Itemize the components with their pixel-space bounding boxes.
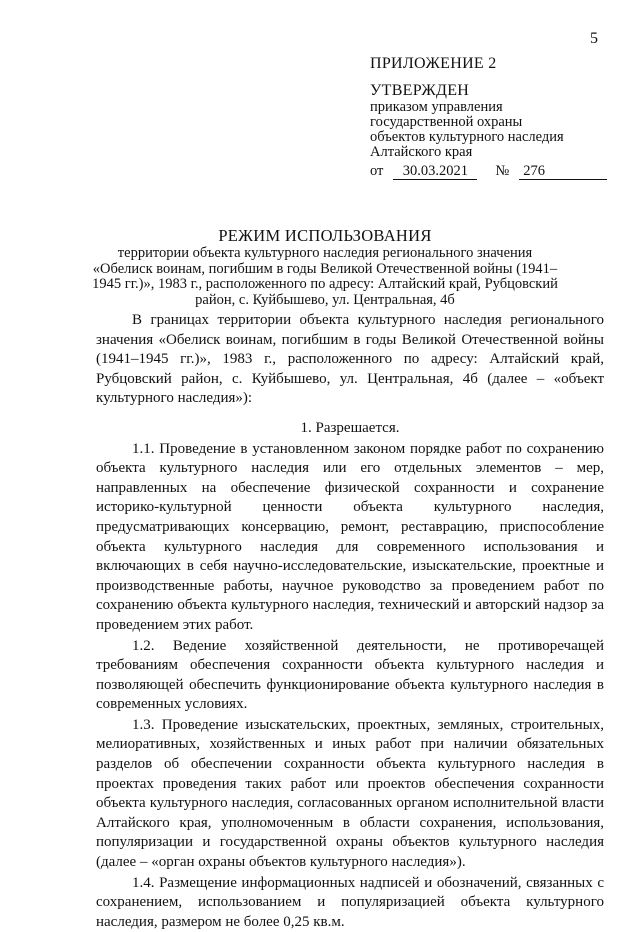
document-title-block	[90, 226, 560, 308]
approval-stamp-block	[370, 56, 610, 180]
order-date: 30.03.2021	[393, 164, 477, 180]
appendix-label: ПРИЛОЖЕНИЕ 2	[370, 55, 497, 72]
approval-line-3: объектов культурного наследия	[370, 129, 564, 145]
approval-line-2: государственной охраны	[370, 114, 523, 130]
order-number: 276	[519, 164, 607, 180]
order-date-number	[370, 164, 610, 180]
document-heading: РЕЖИМ ИСПОЛЬЗОВАНИЯ	[218, 226, 432, 245]
date-prefix: от	[370, 163, 384, 179]
clause-1-1: 1.1. Проведение в установленном законом порядке работ по сохранению объекта культурного наследия или его отдельных элементов – мер, направленных на обеспечение физической сохранности и сохранение историко-культурной ценности объекта культурного наследия, предусматривающих консервацию, ремонт, реставрацию, приспособление объекта культурного наследия для современного использования и включающих в себя научно-исследовательские, изыскательские, проектные и производственные работы, научное руководство за проведением работ по сохранению объекта культурного наследия, технический и авторский надзор за проведением этих работ.	[96, 440, 604, 633]
section-heading: 1. Разрешается.	[300, 419, 400, 436]
approval-line-4: Алтайского края	[370, 144, 473, 160]
clause-1-3: 1.3. Проведение изыскательских, проектных, земляных, строительных, мелиоративных, хозяйственных и иных работ при наличии обязательных разделов об обеспечении сохранности объекта культурного наследия в проектах проведения таких работ или проектов обеспечения сохранности объекта культурного наследия, согласованных органом исполнительной власти Алтайского края, уполномоченным в области сохранения, использования, популяризации и государственной охраны объектов культурного наследия (далее – «орган охраны объектов культурного наследия»).	[96, 716, 604, 871]
clause-1-4: 1.4. Размещение информационных надписей и обозначений, связанных с сохранением, использованием и популяризацией объекта культурного наследия, размером не более 0,25 кв.м.	[96, 874, 604, 930]
clause-1-2: 1.2. Ведение хозяйственной деятельности, не противоречащей требованиям обеспечения сохранности объекта культурного наследия и позволяющей обеспечить функционирование объекта культурного наследия в современных условиях.	[96, 637, 604, 713]
document-subtitle: территории объекта культурного наследия регионального значения «Обелиск воинам, погибшим в годы Великой Отечественной войны (1941–1945 гг.)», 1983 г., расположенного по адресу: Алтайский край, Рубцовский район, с. Куйбышево, ул. Центральная, 4б	[92, 245, 558, 308]
approval-line-1: приказом управления	[370, 99, 503, 115]
page-number: 5	[590, 30, 598, 47]
number-sign: №	[495, 163, 510, 179]
document-body	[96, 311, 604, 932]
intro-paragraph: В границах территории объекта культурного наследия регионального значения «Обелиск воинам, погибшим в годы Великой Отечественной войны (1941–1945 гг.)», 1983 г., расположенного по адресу: Алтайский край, Рубцовский район, с. Куйбышево, ул. Центральная, 4б (далее – «объект культурного наследия»):	[96, 312, 604, 407]
approved-label: УТВЕРЖДЕН	[370, 82, 470, 99]
